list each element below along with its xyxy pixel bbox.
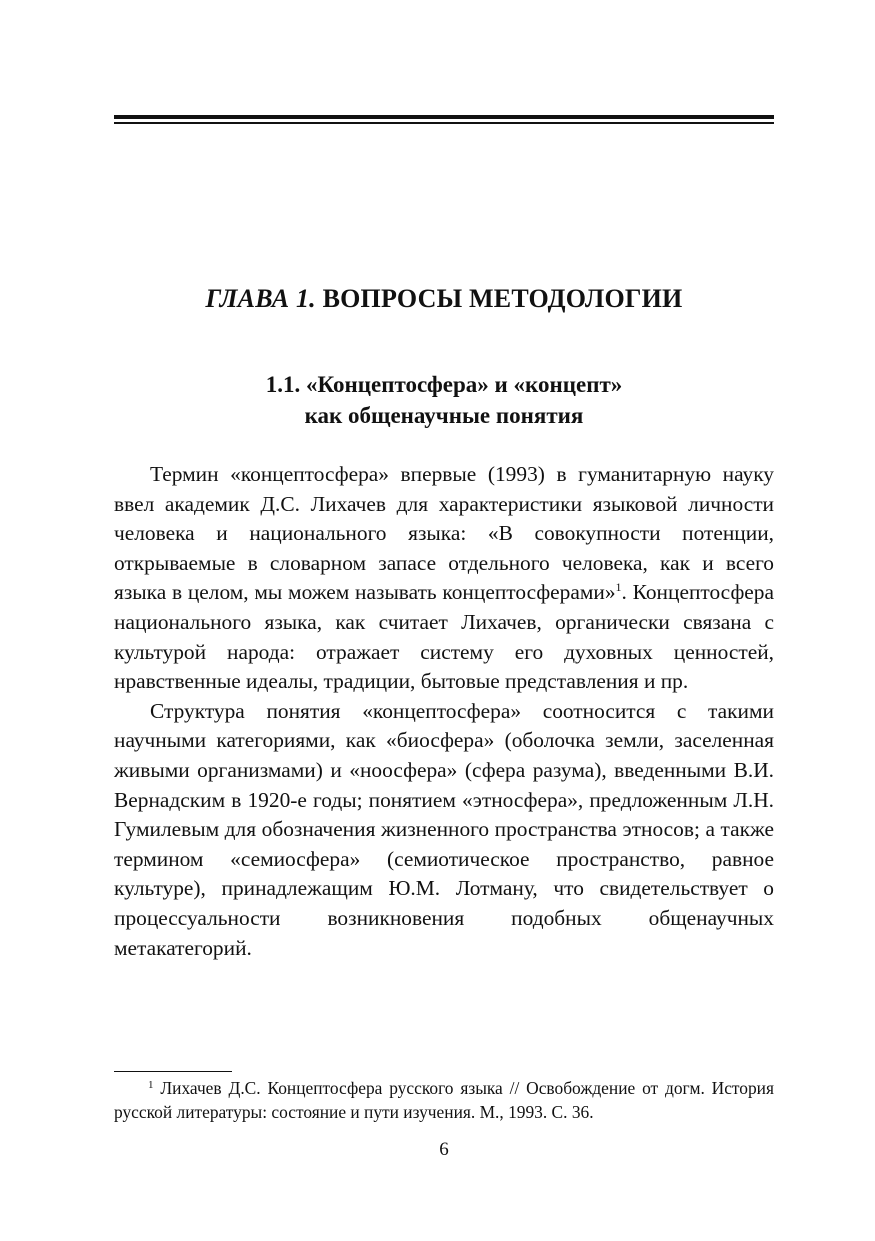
paragraph-1 <box>114 460 774 697</box>
paragraph-1-text-start: Термин «концептосфера» впервые (1993) в гуманитарную науку ввел академик Д.С. Лихачев для характеристики языковой личности человека и национального языка: «В совокупности потенции, открываемые в словарном запасе отдельного человека, как и всего языка в целом, мы можем называть концептосферами» <box>114 462 774 605</box>
section-title-line-2: как общенаучные понятия <box>304 403 584 428</box>
section-title-line-1: 1.1. «Концептосфера» и «концепт» <box>265 372 623 397</box>
chapter-title <box>114 281 774 317</box>
footnote-separator <box>114 1071 232 1072</box>
footnote-text: Лихачев Д.С. Концептосфера русского языка // Освобождение от догм. История русской литературы: состояние и пути изучения. М., 1993. С. 36. <box>114 1078 774 1122</box>
paragraph-2: Структура понятия «концептосфера» соотносится с такими научными категориями, как «биосфера» (оболочка земли, заселенная живыми организмами) и «ноосфера» (сфера разума), введенными В.И. Вернадским в 1920-е годы; понятием «этносфера», предложенным Л.Н. Гумилевым для обозначения жизненного пространства этносов; а также термином «семиосфера» (семиотическое пространство, равное культуре), принадлежащим Ю.М. Лотману, что свидетельствует о процессуальности возникновения подобных общенаучных метакатегорий. <box>114 698 774 960</box>
body-text <box>114 460 774 963</box>
footnote-reference: 1 <box>615 580 622 595</box>
chapter-name: ВОПРОСЫ МЕТОДОЛОГИИ <box>322 284 683 313</box>
chapter-label: ГЛАВА 1. <box>205 284 316 313</box>
page-number: 6 <box>439 1139 449 1160</box>
paragraph-1-text-end: . Концептосфера национального языка, как считает Лихачев, органически связана с культурой народа: отражает систему его духовных ценностей, нравственные идеалы, традиции, бытовые представления и пр. <box>114 580 774 694</box>
header-rule-thin <box>114 122 774 124</box>
section-title <box>114 369 774 431</box>
footnote-marker: 1 <box>148 1079 154 1091</box>
header-rule-thick <box>114 115 774 119</box>
footnote <box>114 1076 774 1124</box>
